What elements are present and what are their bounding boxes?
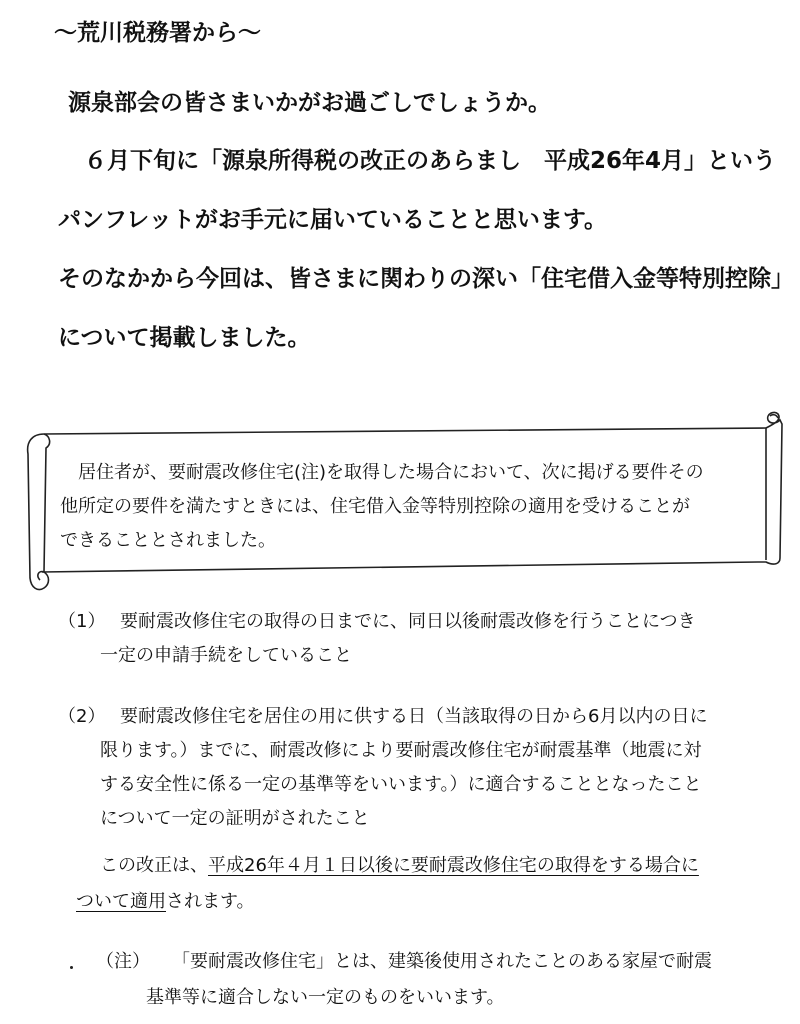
requirement-2	[58, 700, 778, 836]
amendment-paragraph	[76, 848, 699, 920]
requirement-1-line-1: 要耐震改修住宅の取得の日までに、同日以後耐震改修を行うことにつき	[120, 611, 696, 632]
note-line-1: 「要耐震改修住宅」とは、建築後使用されたことのある家屋で耐震	[172, 951, 712, 972]
intro-line-1: 源泉部会の皆さまいかがお過ごしでしょうか。	[68, 90, 551, 116]
requirement-1-number: （1）	[58, 611, 106, 632]
note	[96, 944, 712, 1016]
scroll-text	[60, 456, 778, 558]
requirement-2-number: （2）	[58, 706, 106, 727]
intro-line-5: について掲載しました。	[58, 325, 311, 351]
amendment-suffix: されます。	[166, 891, 255, 912]
stray-dot	[70, 966, 73, 969]
scroll-line-3: できることとされました。	[60, 530, 276, 551]
requirement-2-line-2: 限ります。）までに、耐震改修により要耐震改修住宅が耐震基準（地震に対	[100, 740, 702, 761]
page-heading: ～荒川税務署から～	[54, 20, 261, 46]
scroll-banner	[14, 410, 794, 594]
amendment-effective-date-cont: ついて適用	[76, 891, 166, 912]
requirement-2-line-3: する安全性に係る一定の基準等をいいます。）に適合することとなったこと	[100, 774, 702, 795]
intro-line-2: ６月下旬に「源泉所得税の改正のあらまし 平成26年4月」という	[84, 148, 777, 174]
scroll-line-2: 他所定の要件を満たすときには、住宅借入金等特別控除の適用を受けることが	[60, 496, 690, 517]
note-line-2: 基準等に適合しない一定のものをいいます。	[146, 987, 505, 1008]
amendment-prefix: この改正は、	[100, 855, 208, 876]
requirement-1	[58, 605, 778, 673]
requirement-2-line-4: について一定の証明がされたこと	[100, 808, 370, 829]
requirement-2-line-1: 要耐震改修住宅を居住の用に供する日（当該取得の日から6月以内の日に	[120, 706, 708, 727]
scroll-line-1: 居住者が、要耐震改修住宅(注)を取得した場合において、次に掲げる要件その	[78, 462, 704, 483]
note-label: （注）	[96, 951, 150, 972]
intro-line-3: パンフレットがお手元に届いていることと思います。	[58, 207, 608, 233]
amendment-effective-date: 平成26年４月１日以後に要耐震改修住宅の取得をする場合に	[208, 855, 699, 876]
requirement-1-line-2: 一定の申請手続をしていること	[100, 645, 352, 666]
intro-line-4: そのなかから今回は、皆さまに関わりの深い「住宅借入金等特別控除」	[58, 266, 794, 292]
